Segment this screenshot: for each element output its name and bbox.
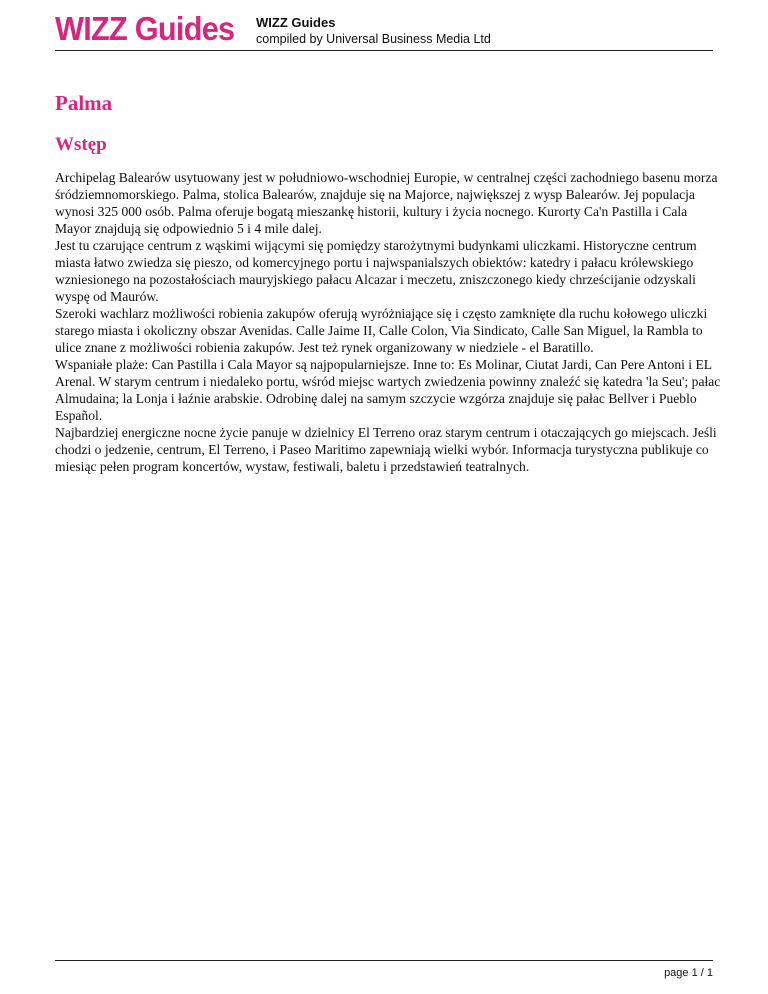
- section-heading: Wstęp: [55, 134, 107, 155]
- wizz-guides-logo: WIZZ Guides: [55, 10, 235, 47]
- paragraph: Szeroki wachlarz możliwości robienia zakupów oferują wyróżniające się i często zamknięte dla ruchu kołowego uliczki starego miasta i okoliczny obszar Avenidas. Calle Jaime II, Calle Colon, Via Sindicato, Calle San Miguel, la Rambla to ulice znane z możliwości robienia zakupów. Jest też rynek organizowany w niedziele - el Baratillo.: [55, 306, 708, 355]
- paragraph: Wspaniałe plaże: Can Pastilla i Cala Mayor są najpopularniejsze. Inne to: Es Molinar, Ciutat Jardi, Can Pere Antoni i EL Arenal. W starym centrum i niedaleko portu, wśród miejsc wartych zwiedzenia powinny znaleźć się katedra 'la Seu'; pałac Almudaina; la Lonja i łaźnie arabskie. Odrobinę dalej na samym szczycie wzgórza znajduje się pałac Bellver i Pueblo Español.: [55, 357, 721, 423]
- paragraph: Jest tu czarujące centrum z wąskimi wijącymi się pomiędzy starożytnymi budynkami uliczkami. Historyczne centrum miasta łatwo zwiedza się pieszo, od komercyjnego portu i najwspanialszych obiektów: katedry i pałacu królewskiego wzniesionego na pozostałościach mauryjskiego pałacu Alcazar i meczetu, zniszczonego kiedy chrześcijanie odzyskali wyspę od Maurów.: [55, 238, 697, 304]
- paragraph: Archipelag Balearów usytuowany jest w południowo-wschodniej Europie, w centralnej części zachodniego basenu morza śródziemnomorskiego. Palma, stolica Balearów, znajduje się na Majorce, największej z wysp Balearów. Jej populacja wynosi 325 000 osób. Palma oferuje bogatą mieszankę historii, kultury i życia nocnego. Kurorty Ca'n Pastilla i Cala Mayor znajdują się odpowiednio 5 i 4 mile dalej.: [55, 170, 718, 236]
- page-header: [55, 10, 713, 51]
- header-text-block: [256, 15, 491, 47]
- page-number: page 1 / 1: [664, 967, 713, 979]
- page-footer: [55, 960, 713, 979]
- paragraph: Najbardziej energiczne nocne życie panuje w dzielnicy El Terreno oraz starym centrum i otaczających go miejscach. Jeśli chodzi o jedzenie, centrum, El Terreno, i Paseo Maritimo zapewniają wielki wybór. Informacja turystyczna publikuje co miesiąc pełen program koncertów, wystaw, festiwali, baletu i przedstawień teatralnych.: [55, 425, 717, 474]
- article-body: [55, 169, 725, 475]
- header-subtitle: compiled by Universal Business Media Ltd: [256, 32, 491, 46]
- header-title: WIZZ Guides: [256, 15, 336, 30]
- page-title: Palma: [55, 91, 113, 115]
